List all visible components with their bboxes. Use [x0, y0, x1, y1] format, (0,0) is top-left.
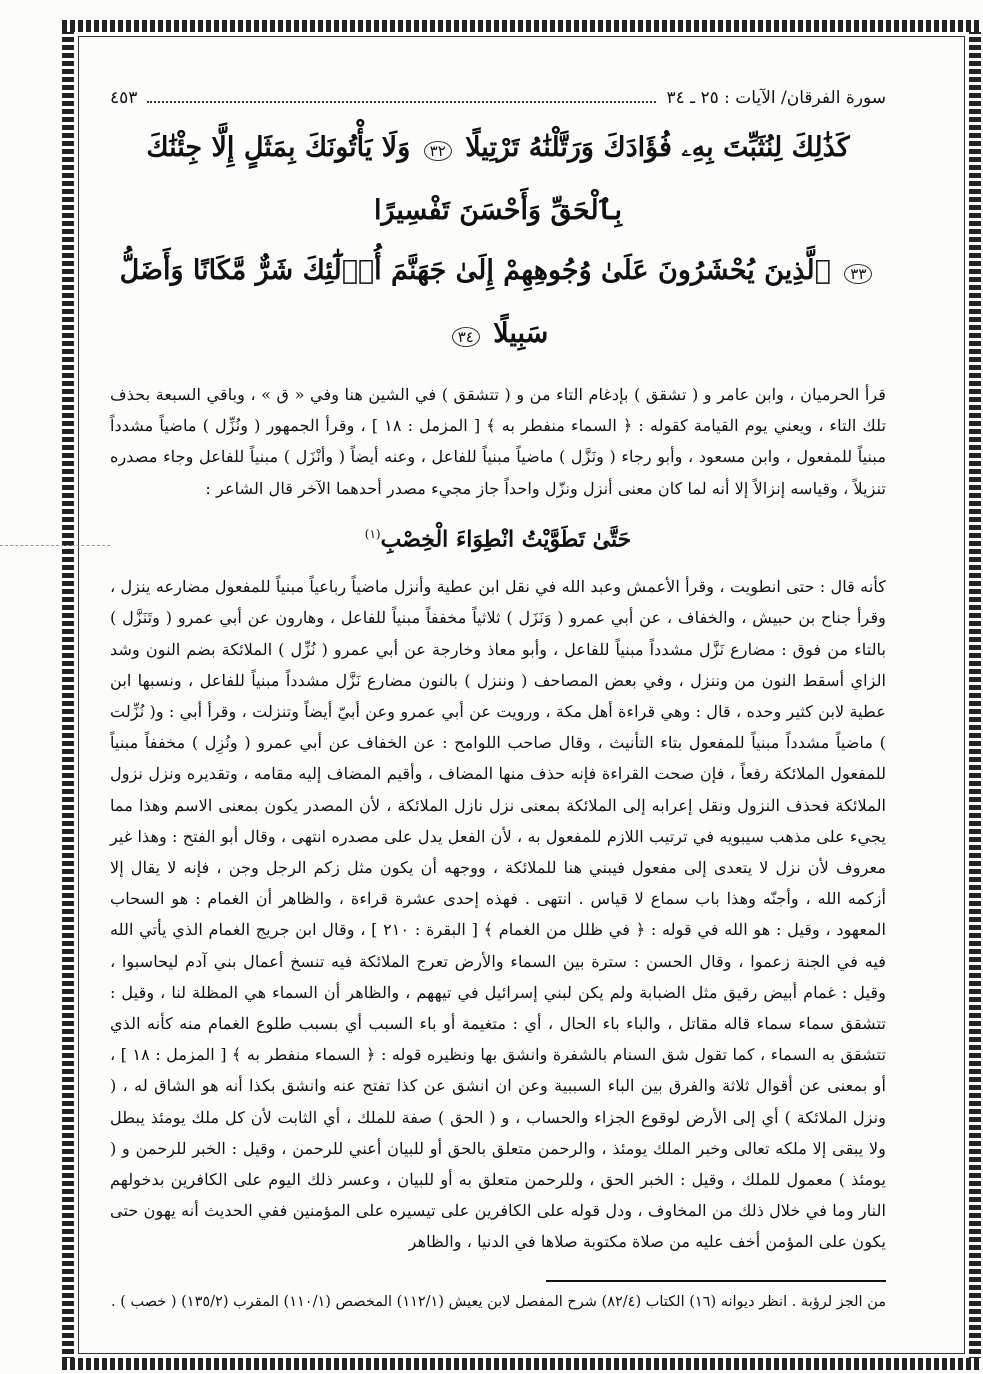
footnote-rule [546, 1280, 886, 1282]
verse-line-1 [110, 118, 886, 241]
page-content [110, 88, 886, 1314]
margin-mark [0, 545, 110, 546]
verse-number-32: ٣٢ [424, 141, 452, 161]
verse-34-text: ٱلَّذِينَ يُحْشَرُونَ عَلَىٰ وُجُوهِهِمْ إِلَىٰ جَهَنَّمَ أُو۟لَٰٓئِكَ شَرٌّ مَّكَانًا وَأَضَلُّ سَبِيلًا [119, 255, 831, 349]
poem-verse [110, 514, 886, 559]
paragraph-1: قرأ الحرميان ، وابن عامر و ( تشقق ) بإدغام التاء من و ( تتشقق ) في الشين هنا وفي « ق » ، وباقي السبعة بحذف تلك التاء ، ويعني يوم القيامة كقوله : ﴿ السماء منفطر به ﴾ [ المزمل : ١٨ ] ، وقرأ الجمهور ( ونُزِّل ) ماضياً مشدداً مبنياً للمفعول ، وابن مسعود ، وأبو رجاء ( ونَزَّل ) ماضياً مبنياً للفاعل ، وعنه أيضاً ( وأنْزَل ) مبنياً للفاعل وجاء مصدره تنزيلاً ، وقياسه إنزالاً إلا أنه لما كان معنى أنزل ونزّل واحداً جاز مجيء مصدر أحدهما الآخر قال الشاعر : [110, 385, 886, 498]
footnote: من الجز لرؤبة . انظر ديوانه (١٦) الكتاب (٨٢/٤) شرح المفصل لابن يعيش (١١٢/١) المخصص (١١٠/١) المقرب (١٣٥/٢) ( خصب ) . [111, 1293, 886, 1310]
paragraph-2: كأنه قال : حتى انطويت ، وقرأ الأعمش وعبد الله في نقل ابن عطية وأنزل ماضياً رباعياً مبنياً للمفعول مضارعه ينزل ، وقرأ جناح بن حبيش ، والخفاف ، عن أبي عمرو ( وَنَزَل ) ثلاثياً مخففاً مبنياً للفاعل ، وهارون عن أبي عمرو ( وتَنَزَّل ) بالتاء من فوق : مضارع نَزَّل مشدداً مبنياً للفاعل ، وأبو معاذ وخارجة عن أبي عمرو ( نُزِّل ) الملائكة بضم النون وشد الزاي أسقط النون من وننزل ، وفي بعض المصاحف ( وننزل ) بالنون مضارع نَزَّل مشدداً مبنياً للفاعل ، ونسبها ابن عطية لابن كثير وحده ، قال : وهي قراءة أهل مكة ، ورويت عن أبي عمرو وعن أبيّ أيضاً وتنزلت ، وقرأ أبي : و( نُزِّلت ) ماضياً مشدداً مبنياً للمفعول بتاء التأنيث ، وقال صاحب اللوامح : عن الخفاف عن أبي عمرو ( ونُزِل ) مخففاً مبنياً للمفعول الملائكة رفعاً ، فإن صحت القراءة فإنه حذف منها المضاف ، وأقيم المضاف إليه مقامه ، وتقديره ونزل نزول الملائكة فحذف النزول ونقل إعرابه إلى الملائكة بمعنى نزل نازل الملائكة ، لأن المصدر يكون بمعنى الاسم وهذا مما يجيء على مذهب سيبويه في ترتيب اللازم للمفعول به ، لأن الفعل يدل على مصدره انتهى ، وقال أبو الفتح : وهذا غير معروف لأن نزل لا يتعدى إلى مفعول فيبني هنا للملائكة ، ووجهه أن يكون مثل زكم الرجل وجن ، فإنه لا يقال إلا أزكمه الله ، وأجنّه وهذا باب سماع لا قياس . انتهى . فهذه إحدى عشرة قراءة ، والظاهر أن الغمام : هو السحاب المعهود ، وقيل : هو الله في قوله : ﴿ في ظلل من الغمام ﴾ [ البقرة : ٢١٠ ] ، وقال ابن جريج الغمام الذي يأتي الله فيه في الجنة زعموا ، وقال الحسن : سترة بين السماء والأرض تعرج الملائكة فيه تنسخ أعمال بني آدم ليحاسبوا ، وقيل : غمام أبيض رقيق مثل الضبابة ولم يكن لبني إسرائيل في تيههم ، والظاهر أن السماء هي المظلة لنا ، وقيل : تتشقق سماء سماء قاله مقاتل ، والباء باء الحال ، أي : متغيمة أو باء السبب أي بسبب طلوع الغمام منه كأنه الذي تتشقق به السماء ، كما تقول شق السنام بالشفرة وانشق بها ونظيره قوله : ﴿ السماء منفطر به ﴾ [ المزمل : ١٨ ] ، أو بمعنى عن أقوال ثلاثة والفرق بين الباء السببية وعن ان انشق عن كذا تفتح عنه وانشق بكذا أنه هو الشاق له ، ( ونزل الملائكة ) أي إلى الأرض لوقوع الجزاء والحساب ، و ( الحق ) صفة للملك ، أي الثابت لأن كل ملك يومئذ يبطل ولا يبقى إلا ملكه تعالى وخبر الملك يومئذ ، والرحمن متعلق بالحق أو للبيان أعني للرحمن ، وقيل : الخبر للرحمن و ( يومئذ ) معمول للملك ، وقيل : الخبر الحق ، وللرحمن متعلق به أو للبيان ، وعسر ذلك اليوم على الكافرين بدخولهم النار وما في خلال ذلك من المخاوف ، ودل قوله على الكافرين على تيسيره على المؤمنين ففي الحديث أنه يهون حتى يكون على المؤمن أخف عليه من صلاة مكتوبة صلاها في الدنيا ، والظاهر [110, 577, 886, 1252]
verse-number-33: ٣٣ [844, 264, 872, 284]
page-number: ٤٥٣ [110, 88, 138, 108]
running-header [110, 88, 886, 112]
verse-line-2 [110, 241, 886, 367]
header-leader-dots [147, 91, 656, 103]
verse-number-34: ٣٤ [452, 327, 480, 347]
verse-33-text: وَلَا يَأْتُونَكَ بِمَثَلٍ إِلَّا جِئْنَٰكَ بِٱلْحَقِّ وَأَحْسَنَ تَفْسِيرًا [146, 132, 622, 226]
quran-verses [110, 118, 886, 367]
footnote-ref: (١) [364, 526, 381, 541]
poem-text: حَتَّىٰ تَطَوَّيْتُ انْطِوَاءَ الْخِصْبِ [380, 526, 632, 553]
header-title: سورة الفرقان/ الآيات : ٢٥ ـ ٣٤ [666, 88, 886, 108]
verse-32-text: كَذَٰلِكَ لِنُثَبِّتَ بِهِۦ فُؤَادَكَ وَرَتَّلْنَٰهُ تَرْتِيلًا [465, 132, 850, 163]
